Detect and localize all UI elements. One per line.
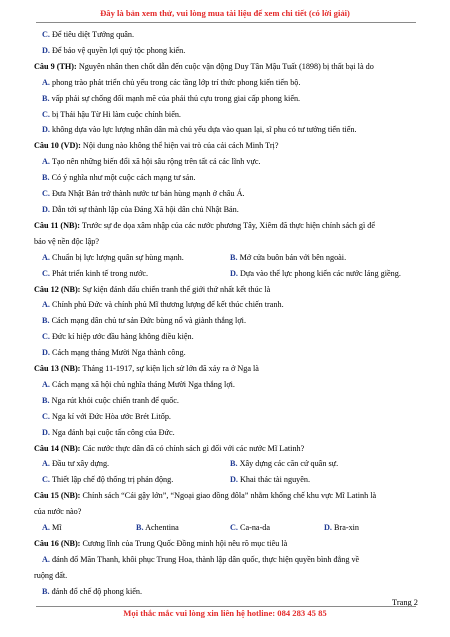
- option-line: C. Đưa Nhật Bản trở thành nước tư bản hùng mạnh ở châu Á.: [42, 189, 245, 199]
- option-line: A. Đầu tư xây dựng.: [42, 459, 110, 469]
- header-divider: [36, 22, 416, 23]
- footer-banner: Mọi thắc mắc vui lòng xin liên hệ hotline: 084 283 45 85: [123, 608, 327, 618]
- option-line: A. Chuẩn bị lực lượng quân sự hùng mạnh.: [42, 252, 184, 262]
- question-15: Câu 15 (NB): Chính sách “Cái gậy lớn”, “Ngoại giao đồng đôla” nhằm khống chế khu vực Mĩ Latinh là: [34, 491, 377, 501]
- option-row: [34, 520, 418, 536]
- option-row: [34, 472, 418, 488]
- question-9: Câu 9 (TH): Nguyên nhân then chốt dẫn đến cuộc vận động Duy Tân Mậu Tuất (1898) bị thất bại là do: [34, 61, 374, 71]
- option-row: [34, 266, 418, 282]
- question-14: Câu 14 (NB): Các nước thực dân đã có chính sách gì đối với các nước Mĩ Latinh?: [34, 443, 305, 453]
- footer-divider: [36, 606, 416, 607]
- option-line: D. không dựa vào lực lượng nhân dân mà chủ yếu dựa vào quan lại, sĩ phu có tư tưởng tiến tiến.: [42, 125, 357, 135]
- document-body: [34, 27, 418, 600]
- option-line: D. Để bảo vệ quyền lợi quý tộc phong kiến.: [42, 45, 186, 55]
- option-line: A. phong trào phát triển chủ yếu trong các tầng lớp trí thức phong kiến tiến bộ.: [42, 77, 301, 87]
- option-line: D. Cách mạng tháng Mười Nga thành công.: [42, 348, 186, 358]
- option-line: A. đánh đổ Mãn Thanh, khôi phục Trung Hoa, thành lập dân quốc, thực hiện quyền bình đẳng về: [42, 554, 360, 564]
- option-line: D. Dẫn tới sự thành lập của Đảng Xã hội dân chủ Nhật Bản.: [42, 204, 239, 214]
- option-line: C. Phát triển kinh tế trong nước.: [42, 268, 149, 278]
- option-line: B. Xây dựng các căn cứ quân sự.: [230, 459, 339, 469]
- header-banner: Đây là bản xem thử, vui lòng mua tài liệu để xem chi tiết (có lời giải): [100, 8, 350, 18]
- option-line: B. Nga rút khỏi cuộc chiến tranh để quốc.: [42, 395, 179, 405]
- option-line: B. đánh đổ chế độ phong kiến.: [42, 586, 143, 596]
- option-line: B. vấp phải sự chống đối mạnh mẽ của phái thủ cựu trong giai cấp phong kiến.: [42, 93, 301, 103]
- option-line: B. Achentina: [136, 523, 179, 533]
- option-line: B. Cách mạng dân chủ tư sản Đức bùng nổ và giành thắng lợi.: [42, 316, 246, 326]
- option-line: A. Chính phủ Đức và chính phủ Mĩ thương lượng để kết thúc chiến tranh.: [42, 300, 284, 310]
- option-line: D. Dựa vào thế lực phong kiến các nước láng giềng.: [230, 268, 401, 278]
- question-12: Câu 12 (NB): Sự kiện đánh dấu chiến tranh thế giới thứ nhất kết thúc là: [34, 284, 271, 294]
- option-line: A. Cách mạng xã hội chủ nghĩa tháng Mười Nga thắng lợi.: [42, 379, 235, 389]
- option-row: [34, 456, 418, 472]
- question-10: Câu 10 (VD): Nội dung nào không thể hiện vai trò của cải cách Minh Trị?: [34, 141, 279, 151]
- question-13: Câu 13 (NB): Tháng 11-1917, sự kiện lịch sử lớn đã xảy ra ở Nga là: [34, 364, 259, 374]
- option-line: A. Mĩ: [42, 523, 62, 533]
- option-line: A. Tạo nên những biến đổi xã hội sâu rộng trên tất cả các lĩnh vực.: [42, 157, 261, 167]
- option-line: D. Bra-xin: [324, 523, 360, 533]
- option-line: C. Thiết lập chế độ thống trị phản động.: [42, 475, 174, 485]
- question-15-cont: của nước nào?: [34, 507, 82, 517]
- option-line: C. Đức kí hiệp ước đầu hàng không điều kiện.: [42, 332, 194, 342]
- option-line-cont: ruộng đất.: [34, 570, 68, 580]
- option-line: C. bị Thái hậu Từ Hi làm cuộc chính biến.: [42, 109, 181, 119]
- option-line: B. Mở cửa buôn bán với bên ngoài.: [230, 252, 347, 262]
- option-line: D. Nga đánh bại cuộc tấn công của Đức.: [42, 427, 175, 437]
- page-number: Trang 2: [392, 598, 418, 607]
- question-16: Câu 16 (NB): Cương lĩnh của Trung Quốc Đồng minh hội nêu rõ mục tiêu là: [34, 539, 288, 548]
- option-line: C. Để tiêu diệt Tướng quân.: [42, 30, 135, 39]
- option-line: D. Khai thác tài nguyên.: [230, 475, 311, 485]
- question-11-cont: bảo vệ nền độc lập?: [34, 236, 100, 246]
- question-11: Câu 11 (NB): Trước sự đe dọa xâm nhập của các nước phương Tây, Xiêm đã thực hiện chính sách gì để: [34, 220, 376, 230]
- option-line: B. Có ý nghĩa như một cuộc cách mạng tư sản.: [42, 173, 196, 183]
- option-line: C. Ca-na-da: [230, 523, 271, 533]
- option-line: C. Nga kí với Đức Hòa ước Brét Litốp.: [42, 411, 171, 421]
- option-row: [34, 250, 418, 266]
